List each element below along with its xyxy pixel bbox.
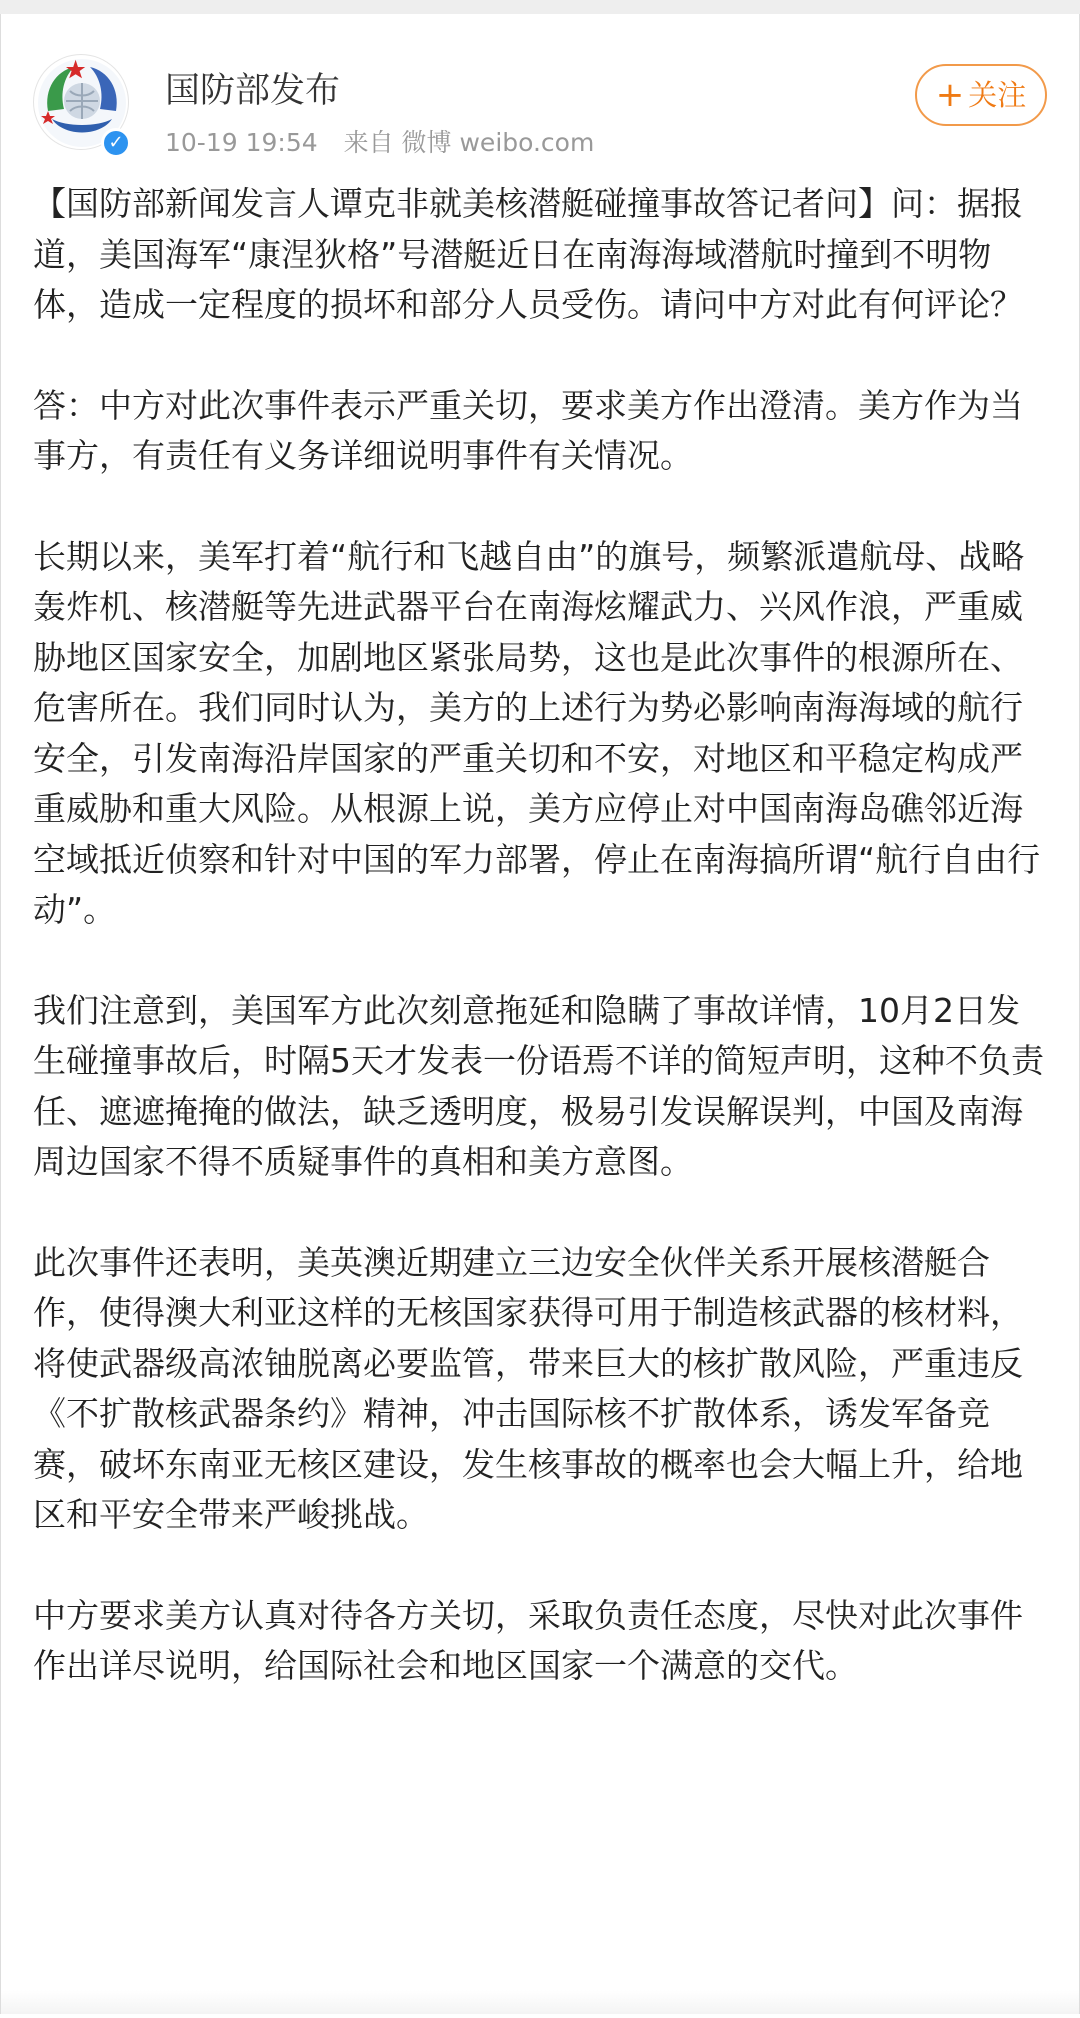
follow-button-label: 关注 bbox=[968, 78, 1027, 112]
post-paragraph: 中方要求美方认真对待各方关切，采取负责任态度，尽快对此次事件作出详尽说明，给国际社会和地区国家一个满意的交代。 bbox=[33, 1595, 1023, 1685]
account-name[interactable]: 国防部发布 bbox=[165, 71, 341, 111]
post-timestamp: 10-19 19:54 bbox=[165, 128, 318, 157]
post-header bbox=[1, 14, 1079, 164]
post-meta bbox=[165, 126, 612, 160]
weibo-post-card bbox=[0, 14, 1080, 2014]
post-paragraph: 此次事件还表明，美英澳近期建立三边安全伙伴关系开展核潜艇合作，使得澳大利亚这样的无核国家获得可用于制造核武器的核材料，将使武器级高浓铀脱离必要监管，带来巨大的核扩散风险，严重违反《不扩散核武器条约》精神，冲击国际核不扩散体系，诱发军备竞赛，破坏东南亚无核区建设，发生核事故的概率也会大幅上升，给地区和平安全带来严峻挑战。 bbox=[33, 1242, 1023, 1534]
verified-check-icon: ✓ bbox=[101, 128, 131, 158]
post-paragraph: 我们注意到，美国军方此次刻意拖延和隐瞒了事故详情，10月2日发生碰撞事故后，时隔5天才发表一份语焉不详的简短声明，这种不负责任、遮遮掩掩的做法，缺乏透明度，极易引发误解误判，中国及南海周边国家不得不质疑事件的真相和美方意图。 bbox=[33, 990, 1044, 1181]
post-paragraph: 【国防部新闻发言人谭克非就美核潜艇碰撞事故答记者问】问：据报道，美国海军“康涅狄格”号潜艇近日在南海海域潜航时撞到不明物体，造成一定程度的损坏和部分人员受伤。请问中方对此有何评论？ bbox=[33, 184, 1023, 324]
footer-divider bbox=[1, 1990, 1079, 2014]
follow-button[interactable] bbox=[915, 64, 1047, 126]
post-paragraph: 长期以来，美军打着“航行和飞越自由”的旗号，频繁派遣航母、战略轰炸机、核潜艇等先进武器平台在南海炫耀武力、兴风作浪，严重威胁地区国家安全，加剧地区紧张局势，这也是此次事件的根源所在、危害所在。我们同时认为，美方的上述行为势必影响南海海域的航行安全，引发南海沿岸国家的严重关切和不安，对地区和平稳定构成严重威胁和重大风险。从根源上说，美方应停止对中国南海岛礁邻近海空域抵近侦察和针对中国的军力部署，停止在南海搞所谓“航行自由行动”。 bbox=[33, 536, 1041, 929]
post-source: 来自 微博 weibo.com bbox=[343, 128, 595, 157]
post-body bbox=[33, 179, 1051, 1692]
top-strip bbox=[0, 0, 1080, 15]
plus-icon: + bbox=[935, 75, 965, 115]
post-paragraph: 答：中方对此次事件表示严重关切，要求美方作出澄清。美方作为当事方，有责任有义务详细说明事件有关情况。 bbox=[33, 385, 1023, 475]
